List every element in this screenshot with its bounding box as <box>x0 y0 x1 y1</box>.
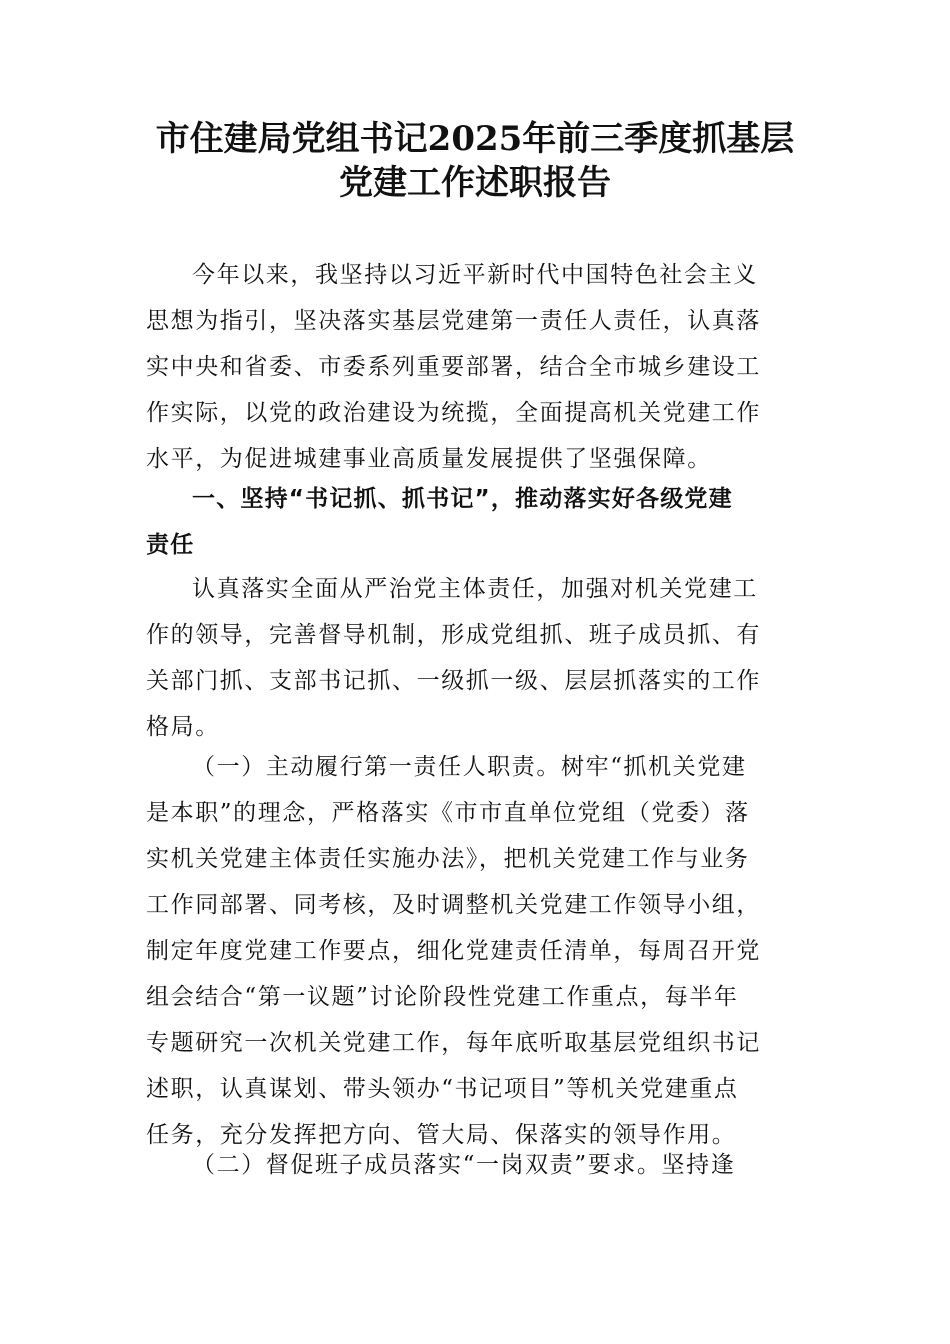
paragraph-line: 组会结合“第一议题”讨论阶段性党建工作重点，每半年 <box>146 984 739 1010</box>
paragraph-line: 格局。 <box>146 714 220 740</box>
paragraph-line: 实中央和省委、市委系列重要部署，结合全市城乡建设工 <box>146 354 761 380</box>
paragraph-line: 作实际，以党的政治建设为统揽，全面提高机关党建工作 <box>146 400 761 426</box>
paragraph-line: 实机关党建主体责任实施办法》，把机关党建工作与业务 <box>146 846 750 872</box>
paragraph-line: 任务，充分发挥把方向、管大局、保落实的领导作用。 <box>146 1122 737 1148</box>
paragraph-line: 水平，为促进城建事业高质量发展提供了坚强保障。 <box>146 446 712 472</box>
paragraph-line: 专题研究一次机关党建工作，每年底听取基层党组织书记 <box>146 1030 761 1056</box>
paragraph-line: 今年以来，我坚持以习近平新时代中国特色社会主义 <box>192 262 758 288</box>
subsection-1-paragraph <box>146 744 806 1158</box>
section-1-heading <box>146 476 806 568</box>
paragraph-line: 思想为指引，坚决落实基层党建第一责任人责任，认真落 <box>146 308 761 334</box>
paragraph-line: 是本职”的理念，严格落实《市市直单位党组（党委）落 <box>146 800 750 826</box>
paragraph-line: 关部门抓、支部书记抓、一级抓一级、层层抓落实的工作 <box>146 668 761 694</box>
paragraph-line: （一）主动履行第一责任人职责。树牢“抓机关党建 <box>192 754 747 780</box>
paragraph-line: 认真落实全面从严治党主体责任，加强对机关党建工 <box>192 576 758 602</box>
paragraph-line: 制定年度党建工作要点，细化党建责任清单，每周召开党 <box>146 938 761 964</box>
document-title-line-1: 市住建局党组书记2025年前三季度抓基层 <box>155 119 795 159</box>
paragraph-line: 作的领导，完善督导机制，形成党组抓、班子成员抓、有 <box>146 622 761 648</box>
paragraph-line: 述职，认真谋划、带头领办“书记项目”等机关党建重点 <box>146 1076 739 1102</box>
paragraph-line: （二）督促班子成员落实“一岗双责”要求。坚持逢 <box>192 1152 736 1178</box>
document-title-line-2: 党建工作述职报告 <box>339 163 611 203</box>
heading-line: 一、坚持“书记抓、抓书记”，推动落实好各级党建 <box>192 486 733 512</box>
paragraph-line: 工作同部署、同考核，及时调整机关党建工作领导小组， <box>146 892 761 918</box>
section-1-paragraph <box>146 566 806 750</box>
intro-paragraph <box>146 252 806 482</box>
heading-line: 责任 <box>146 532 195 558</box>
subsection-2-paragraph <box>146 1142 806 1188</box>
